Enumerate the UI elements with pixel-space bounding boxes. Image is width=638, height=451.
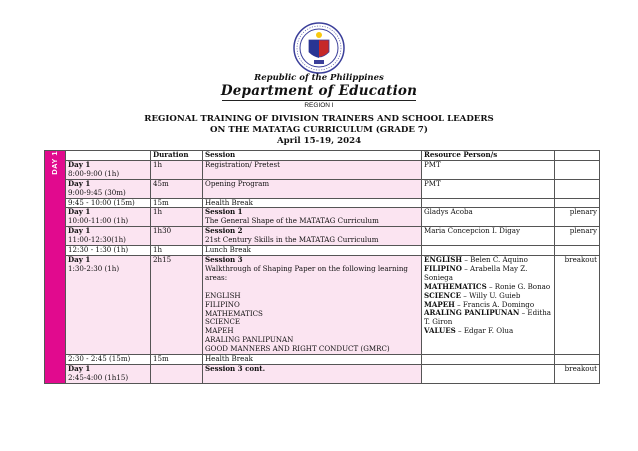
table-row: [45, 227, 600, 246]
mode-cell: breakout: [555, 364, 600, 383]
day-text: Day 1: [68, 179, 91, 188]
header-time: [66, 151, 151, 161]
time-cell: [66, 227, 151, 246]
day-text: Day 1: [68, 364, 91, 373]
mode-cell: [555, 198, 600, 208]
header-duration: Duration: [151, 151, 203, 161]
resource-area: FILIPINO: [424, 263, 462, 273]
title-line-2: ON THE MATATAG CURRICULUM (GRADE 7): [210, 125, 428, 135]
time-text: 9:00-9:45 (30m): [68, 187, 126, 197]
session-title: Session 1: [205, 207, 243, 217]
resource-cell: [422, 355, 555, 365]
divider: [222, 100, 416, 101]
training-title: [0, 114, 638, 147]
resource-cell: [422, 364, 555, 383]
table-header-row: [45, 151, 600, 161]
resource-cell: PMT: [422, 160, 555, 179]
session-title: Session 3: [205, 255, 243, 264]
duration-cell: 45m: [151, 179, 203, 198]
time-cell: [66, 255, 151, 354]
resource-person: – Edgar F. Olua: [458, 326, 514, 336]
resource-person: – Willy U. Guieb: [463, 290, 521, 300]
session-cell: Health Break: [203, 355, 422, 365]
day-text: Day 1: [68, 160, 91, 169]
resource-area: SCIENCE: [424, 290, 462, 300]
resource-entry: [424, 309, 552, 327]
resource-person: – Arabella May Z. Soniega: [424, 263, 528, 282]
resource-area: MAPEH: [424, 299, 455, 309]
deped-seal-icon: [293, 22, 345, 74]
day-text: Day 1: [68, 255, 91, 264]
duration-cell: 2h15: [151, 255, 203, 354]
time-cell: [66, 179, 151, 198]
resource-entry: [424, 265, 552, 283]
time-cell: 2:30 - 2:45 (15m): [66, 355, 151, 365]
resource-person: – Belen C. Aquino: [464, 255, 528, 264]
title-line-1: REGIONAL TRAINING OF DIVISION TRAINERS AND SCHOOL LEADERS: [144, 114, 494, 124]
time-text: 8:00-9:00 (1h): [68, 168, 120, 178]
duration-cell: 1h: [151, 246, 203, 256]
resource-cell: [422, 198, 555, 208]
session-cell: Opening Program: [203, 179, 422, 198]
duration-cell: 1h: [151, 160, 203, 179]
time-cell: [66, 160, 151, 179]
resource-person: – Editha T. Giron: [424, 308, 552, 327]
session-cell: [203, 208, 422, 227]
resource-entry: [424, 327, 552, 336]
resource-cell: Maria Concepcion I. Digay: [422, 227, 555, 246]
table-row: [45, 255, 600, 354]
session-cell: Lunch Break: [203, 246, 422, 256]
session-text: The General Shape of the MATATAG Curriculum: [205, 216, 379, 226]
session-title: Session 3 cont.: [205, 364, 266, 373]
region-label: REGION I: [304, 102, 334, 109]
table-row: [45, 179, 600, 198]
table-row: [45, 364, 600, 383]
header-resource: Resource Person/s: [422, 151, 555, 161]
time-text: 1:30-2:30 (1h): [68, 263, 120, 273]
time-text: 11:00-12:30(1h): [68, 235, 126, 245]
republic-line: Republic of the Philippines: [254, 73, 384, 83]
session-text: 21st Century Skills in the MATATAG Curriculum: [205, 235, 379, 245]
table-row: [45, 208, 600, 227]
learning-areas-list: ENGLISH FILIPINO MATHEMATICS SCIENCE MAPEH ARALING PANLIPUNAN GOOD MANNERS AND RIGHT CONDUCT (GMRC): [205, 290, 390, 354]
time-cell: [66, 208, 151, 227]
table-row: [45, 355, 600, 365]
resource-cell: Gladys Acoba: [422, 208, 555, 227]
day-label: DAY 1: [50, 151, 59, 175]
mode-cell: plenary: [555, 208, 600, 227]
mode-cell: [555, 160, 600, 179]
mode-cell: [555, 355, 600, 365]
time-text: 2:45-4:00 (1h15): [68, 372, 129, 382]
duration-cell: 1h: [151, 208, 203, 227]
day-text: Day 1: [68, 226, 91, 236]
session-cell: [203, 364, 422, 383]
session-cell: [203, 227, 422, 246]
day-text: Day 1: [68, 207, 91, 217]
title-dates: April 15-19, 2024: [276, 136, 362, 146]
time-cell: 9:45 - 10:00 (15m): [66, 198, 151, 208]
resource-area: MATHEMATICS: [424, 281, 487, 291]
duration-cell: 15m: [151, 355, 203, 365]
header-mode: [555, 151, 600, 161]
session-title: Session 2: [205, 226, 243, 236]
session-cell: [203, 255, 422, 354]
resource-area: ENGLISH: [424, 255, 463, 264]
table-row: [45, 246, 600, 256]
time-text: 10:00-11:00 (1h): [68, 216, 129, 226]
resource-cell: PMT: [422, 179, 555, 198]
resource-person: – Francis A. Domingo: [457, 299, 535, 309]
session-cell: Registration/ Pretest: [203, 160, 422, 179]
mode-cell: plenary: [555, 227, 600, 246]
table-row: [45, 198, 600, 208]
duration-cell: 1h30: [151, 227, 203, 246]
resource-area: ARALING PANLIPUNAN: [424, 308, 520, 318]
session-text: Walkthrough of Shaping Paper on the following learning areas:: [205, 263, 408, 282]
resource-cell: [422, 246, 555, 256]
resource-area: VALUES: [424, 326, 456, 336]
table-row: [45, 160, 600, 179]
day-column: [45, 151, 66, 384]
mode-cell: breakout: [555, 255, 600, 354]
department-title: Department of Education: [220, 83, 418, 99]
mode-cell: [555, 179, 600, 198]
session-cell: Health Break: [203, 198, 422, 208]
duration-cell: [151, 364, 203, 383]
resource-cell: [422, 255, 555, 354]
time-cell: 12:30 - 1:30 (1h): [66, 246, 151, 256]
time-cell: [66, 364, 151, 383]
resource-person: – Ronie G. Bonao: [488, 281, 551, 291]
header-session: Session: [203, 151, 422, 161]
schedule-table: [44, 150, 600, 384]
duration-cell: 15m: [151, 198, 203, 208]
mode-cell: [555, 246, 600, 256]
